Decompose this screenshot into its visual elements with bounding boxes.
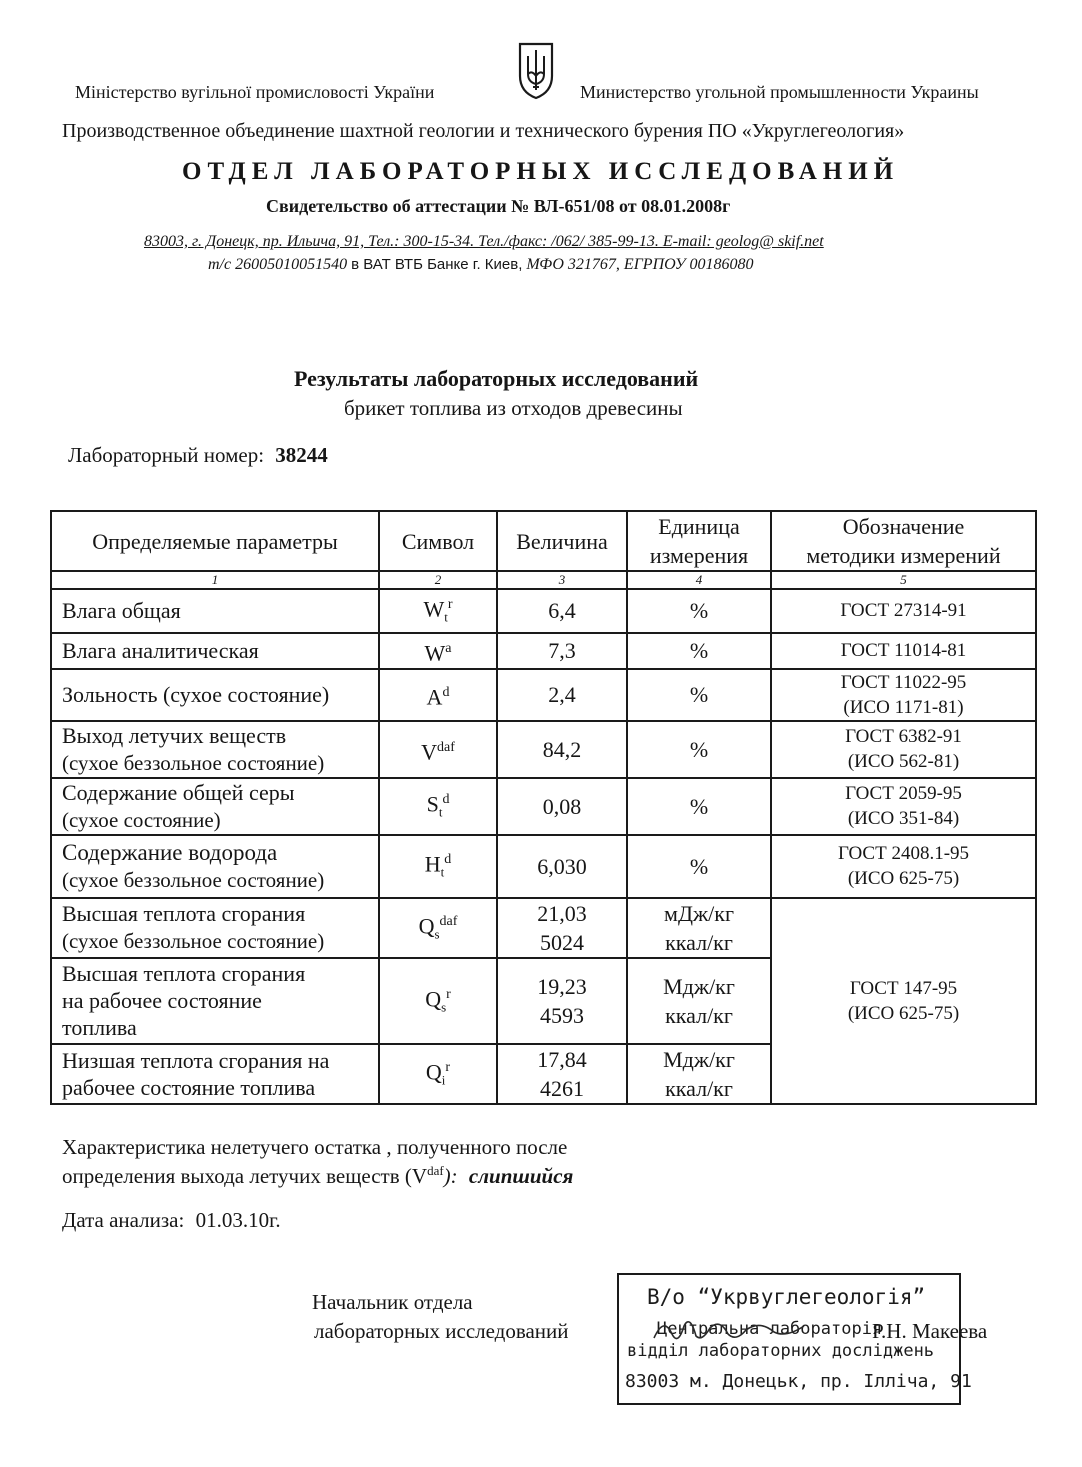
bank-name: в ВАТ ВТБ Банке г. Киев, — [351, 256, 523, 273]
signer-name: Р.Н. Макеева — [872, 1319, 988, 1343]
bank-line — [208, 256, 754, 274]
unit-cell: % — [627, 721, 771, 778]
lab-number — [68, 443, 328, 468]
unit-cell: Мдж/кг ккал/кг — [627, 1044, 771, 1104]
method-cell-merged: ГОСТ 147-95 (ИСО 625-75) — [771, 898, 1036, 1104]
header-unit — [627, 511, 771, 571]
method-cell: ГОСТ 11014-81 — [771, 633, 1036, 669]
symbol-cell: $Q_i^r$ — [379, 1044, 497, 1104]
table-row — [51, 589, 1036, 633]
symbol-cell: $H_t^d$ — [379, 835, 497, 898]
param-cell: Выход летучих веществ (сухое беззольное состояние) — [51, 721, 379, 778]
symbol-cell: $V^{daf}$ — [379, 721, 497, 778]
residue-prefix: определения выхода летучих веществ (V — [62, 1164, 428, 1188]
param-cell: Содержание общей серы (сухое состояние) — [51, 778, 379, 835]
header-value: Величина — [497, 511, 627, 571]
residue-line-2 — [62, 1163, 573, 1189]
ministry-russian: Министерство угольной промышленности Украины — [580, 82, 979, 102]
symbol-cell: $W^a$ — [379, 633, 497, 669]
header-method-line-2: методики измерений — [806, 543, 1001, 568]
param-cell: Содержание водорода (сухое беззольное состояние) — [51, 835, 379, 898]
value-cell: 2,4 — [497, 669, 627, 721]
certificate-line: Свидетельство об аттестации № ВЛ-651/08 от 08.01.2008г — [266, 196, 731, 216]
param-cell: Высшая теплота сгорания (сухое беззольное состояние) — [51, 898, 379, 958]
method-cell: ГОСТ 6382-91 (ИСО 562-81) — [771, 721, 1036, 778]
residue-close: ): — [443, 1164, 458, 1188]
unit-cell: % — [627, 633, 771, 669]
symbol-cell: $A^d$ — [379, 669, 497, 721]
table-header-row — [51, 511, 1036, 571]
unit-cell: % — [627, 669, 771, 721]
residue-sup: daf — [427, 1163, 444, 1178]
report-title: Результаты лабораторных исследований — [294, 366, 699, 391]
value-cell: 17,84 4261 — [497, 1044, 627, 1104]
value-cell: 84,2 — [497, 721, 627, 778]
association-name: Производственное объединение шахтной геологии и технического бурения ПО «Укруглегеология» — [62, 120, 905, 142]
param-cell: Зольность (сухое состояние) — [51, 669, 379, 721]
column-number: 2 — [379, 571, 497, 589]
stamp-line-3: відділ лабораторних досліджень — [627, 1341, 935, 1361]
unit-cell: % — [627, 778, 771, 835]
column-number: 4 — [627, 571, 771, 589]
param-cell: Влага аналитическая — [51, 633, 379, 669]
method-cell: ГОСТ 2059-95 (ИСО 351-84) — [771, 778, 1036, 835]
header-unit-line-1: Единица — [658, 514, 740, 539]
signer-title-2: лабораторных исследований — [314, 1319, 569, 1343]
address-line: 83003, г. Донецк, пр. Ильича, 91, Тел.: 300-15-34. Тел./факс: /062/ 385-99-13. E-mail: geolog@ skif.net — [144, 233, 824, 250]
analysis-date — [62, 1208, 281, 1233]
table-row — [51, 778, 1036, 835]
method-cell: ГОСТ 2408.1-95 (ИСО 625-75) — [771, 835, 1036, 898]
value-cell: 0,08 — [497, 778, 627, 835]
symbol-cell: $S_t^d$ — [379, 778, 497, 835]
header-method-line-1: Обозначение — [842, 514, 965, 539]
table-row — [51, 721, 1036, 778]
unit-cell: % — [627, 589, 771, 633]
column-number: 1 — [51, 571, 379, 589]
param-cell: Влага общая — [51, 589, 379, 633]
signer-title-1: Начальник отдела — [312, 1290, 473, 1314]
results-table — [50, 510, 1037, 1105]
bank-account: т/с 26005010051540 — [208, 256, 348, 273]
ministry-ukrainian: Міністерство вугільної промисловості України — [75, 82, 435, 102]
header-param: Определяемые параметры — [51, 511, 379, 571]
stamp-line-2: Центральна лабораторія — [657, 1319, 883, 1339]
stamp-line-4: 83003 м. Донецьк, пр. Ілліча, 91 — [625, 1371, 972, 1392]
column-number-row — [51, 571, 1036, 589]
header-symbol: Символ — [379, 511, 497, 571]
report-subtitle: брикет топлива из отходов древесины — [344, 396, 683, 420]
stamp-line-1: В/о “Укрвуглегеологія” — [647, 1285, 926, 1309]
header-method — [771, 511, 1036, 571]
department-name: ОТДЕЛ ЛАБОРАТОРНЫХ ИССЛЕДОВАНИЙ — [182, 158, 900, 185]
column-number: 5 — [771, 571, 1036, 589]
value-cell: 6,4 — [497, 589, 627, 633]
symbol-cell: $W_t^r$ — [379, 589, 497, 633]
unit-cell: мДж/кг ккал/кг — [627, 898, 771, 958]
signature-scribble — [650, 1312, 810, 1348]
analysis-date-value: 01.03.10г. — [195, 1208, 281, 1232]
unit-cell: % — [627, 835, 771, 898]
header-unit-line-2: измерения — [649, 543, 749, 568]
residue-value: слипшийся — [468, 1164, 574, 1188]
value-cell: 7,3 — [497, 633, 627, 669]
bank-codes: МФО 321767, ЕГРПОУ 00186080 — [526, 256, 754, 273]
symbol-cell: $Q_s^r$ — [379, 958, 497, 1044]
param-cell: Низшая теплота сгорания на рабочее состояние топлива — [51, 1044, 379, 1104]
residue-line-1: Характеристика нелетучего остатка , полученного после — [62, 1135, 568, 1159]
analysis-date-label: Дата анализа: — [62, 1208, 185, 1232]
symbol-cell: $Q_s^{daf}$ — [379, 898, 497, 958]
column-number: 3 — [497, 571, 627, 589]
param-cell: Высшая теплота сгорания на рабочее состояние топлива — [51, 958, 379, 1044]
value-cell: 19,23 4593 — [497, 958, 627, 1044]
lab-number-value: 38244 — [275, 443, 328, 467]
value-cell: 21,03 5024 — [497, 898, 627, 958]
table-row — [51, 835, 1036, 898]
table-row — [51, 669, 1036, 721]
unit-cell: Мдж/кг ккал/кг — [627, 958, 771, 1044]
table-row — [51, 898, 1036, 958]
trident-coat-of-arms-icon — [516, 40, 556, 100]
method-cell: ГОСТ 27314-91 — [771, 589, 1036, 633]
lab-number-label: Лабораторный номер: — [68, 443, 265, 467]
method-cell: ГОСТ 11022-95 (ИСО 1171-81) — [771, 669, 1036, 721]
table-row — [51, 633, 1036, 669]
value-cell: 6,030 — [497, 835, 627, 898]
